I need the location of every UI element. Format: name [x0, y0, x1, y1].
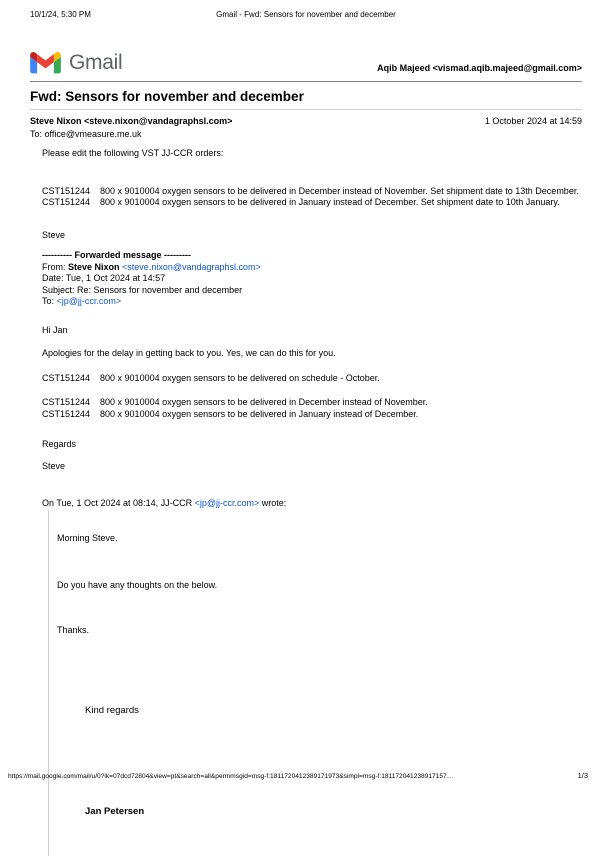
forwarded-divider: ---------- Forwarded message ---------	[42, 250, 582, 262]
quote-line: Do you have any thoughts on the below.	[57, 580, 582, 592]
forwarded-date-line: Date: Tue, 1 Oct 2024 at 14:57	[42, 273, 582, 285]
print-footer	[8, 771, 604, 780]
quote-attribution	[42, 498, 582, 510]
forwarded-from-name: Steve Nixon	[68, 262, 120, 272]
recipient-line: To: office@vmeasure.me.uk	[30, 129, 582, 140]
signoff-name: Steve	[42, 230, 582, 242]
reply-paragraph: Apologies for the delay in getting back to you. Yes, we can do this for you.	[42, 348, 582, 360]
to-label: To:	[42, 296, 57, 306]
order-line: CST151244 800 x 9010004 oxygen sensors to be delivered in January instead of December.	[42, 409, 582, 421]
from-label: From:	[42, 262, 68, 272]
sender-name: Steve Nixon <steve.nixon@vandagraphsl.com>	[30, 116, 232, 127]
attribution-prefix: On Tue, 1 Oct 2024 at 08:14, JJ-CCR	[42, 498, 195, 508]
body-intro: Please edit the following VST JJ-CCR orders:	[42, 148, 582, 160]
order-line: CST151244 800 x 9010004 oxygen sensors to be delivered on schedule - October.	[42, 373, 582, 385]
account-name: Aqib Majeed <vismad.aqib.majeed@gmail.com>	[377, 63, 582, 74]
reply-greeting: Hi Jan	[42, 325, 582, 337]
quote-kind-regards: Kind regards	[85, 705, 582, 717]
quote-signature-name: Jan Petersen	[85, 806, 582, 818]
attribution-email-link[interactable]: <jp@jj-ccr.com>	[195, 498, 260, 508]
order-line: CST151244 800 x 9010004 oxygen sensors to be delivered in January instead of December. Set shipment date to 10th January.	[42, 197, 582, 209]
gmail-brand-row	[30, 42, 582, 74]
order-line: CST151244 800 x 9010004 oxygen sensors to be delivered in December instead of November.	[42, 397, 582, 409]
reply-name: Steve	[42, 461, 582, 473]
email-subject: Fwd: Sensors for november and december	[30, 89, 582, 104]
message-date: 1 October 2024 at 14:59	[485, 116, 582, 127]
quote-line: Morning Steve.	[57, 533, 582, 545]
footer-url: https://mail.google.com/mail/u/0?ik=07dcd72804&view=pt&search=all&permmsgid=msg-f:1811720412389171973&simpl=msg-f:181172041238917157…	[8, 773, 453, 780]
quoted-message	[48, 510, 582, 856]
forwarded-subject-line: Subject: Re: Sensors for november and december	[42, 285, 582, 297]
to-email-link[interactable]: <jp@jj-ccr.com>	[57, 296, 122, 306]
header-divider	[30, 81, 582, 82]
attribution-suffix: wrote:	[259, 498, 286, 508]
message-body	[42, 148, 582, 856]
from-email-link[interactable]: <steve.nixon@vandagraphsl.com>	[122, 262, 261, 272]
page-indicator: 1/3	[578, 771, 588, 780]
subject-divider	[30, 109, 582, 110]
gmail-logo	[30, 51, 122, 74]
gmail-logo-icon	[30, 51, 61, 74]
gmail-logo-text: Gmail	[69, 51, 122, 74]
print-doc-title: Gmail - Fwd: Sensors for november and december	[168, 10, 444, 19]
reply-regards: Regards	[42, 439, 582, 451]
quote-line: Thanks.	[57, 625, 582, 637]
print-timestamp: 10/1/24, 5:30 PM	[30, 10, 168, 19]
forwarded-from-line	[42, 262, 582, 274]
forwarded-to-line	[42, 296, 582, 308]
print-header	[30, 10, 582, 19]
message-header	[30, 116, 582, 140]
order-line: CST151244 800 x 9010004 oxygen sensors to be delivered in December instead of November. Set shipment date to 13th December.	[42, 186, 582, 198]
